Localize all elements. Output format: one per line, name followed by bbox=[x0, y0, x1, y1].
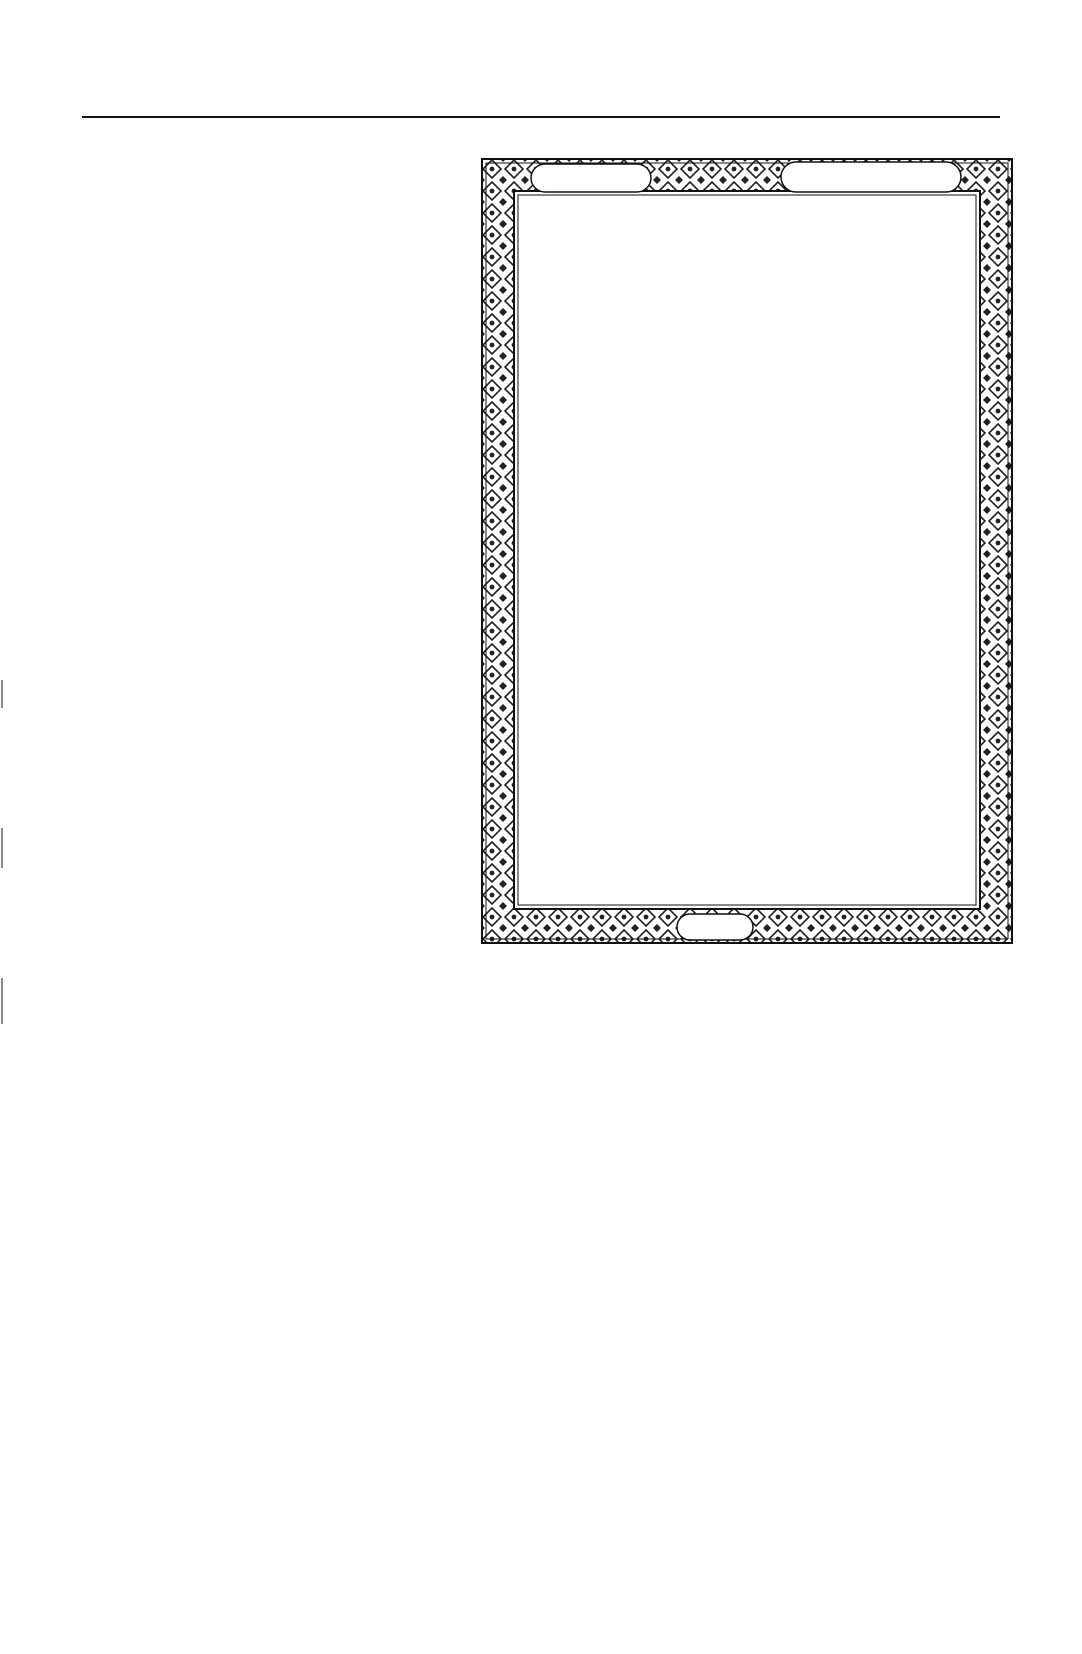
mushaf-page bbox=[481, 158, 1013, 944]
translation-left-column bbox=[82, 152, 448, 162]
surah-cartouche bbox=[531, 164, 651, 192]
scan-mark bbox=[1, 828, 3, 868]
translation-right-column bbox=[486, 960, 1008, 972]
scan-mark bbox=[1, 680, 3, 708]
page-header bbox=[82, 86, 1000, 118]
juz-cartouche bbox=[781, 162, 961, 192]
scan-mark bbox=[1, 978, 3, 1024]
page-number-cartouche bbox=[677, 914, 753, 940]
